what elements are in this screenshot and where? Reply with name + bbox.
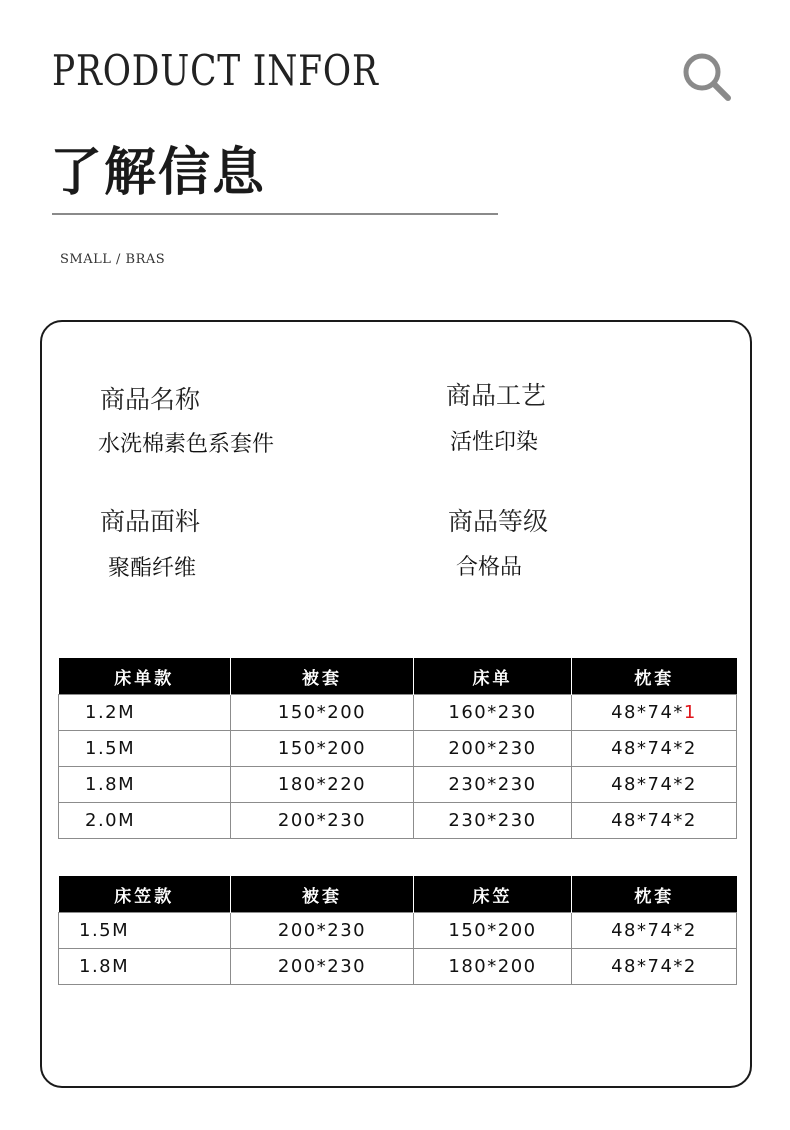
- table-cell: 200*230: [231, 949, 414, 985]
- table-cell: 200*230: [231, 803, 414, 839]
- info-label-craft: 商品工艺: [446, 381, 547, 410]
- table-cell: 1.8M: [59, 949, 231, 985]
- table-cell: 200*230: [414, 731, 572, 767]
- table-row: [59, 767, 737, 803]
- info-value-name: 水洗棉素色系套件: [98, 432, 275, 457]
- sheet-size-table: [58, 658, 737, 839]
- table-header-row: [59, 658, 737, 695]
- pillow-size: 48*74*: [611, 702, 684, 723]
- breadcrumb: SMALL / BRAS: [60, 252, 166, 267]
- table-cell: 48*74*2: [572, 949, 737, 985]
- info-label-name: 商品名称: [100, 385, 201, 414]
- table-cell: 180*220: [231, 767, 414, 803]
- table-cell: 1.5M: [59, 731, 231, 767]
- table-cell: 48*74*2: [572, 913, 737, 949]
- table-cell: 230*230: [414, 767, 572, 803]
- table-cell: 150*200: [231, 695, 414, 731]
- table-cell: 150*200: [231, 731, 414, 767]
- table-cell: 1.5M: [59, 913, 231, 949]
- table-header: 被套: [231, 658, 414, 695]
- table-row: [59, 949, 737, 985]
- info-label-grade: 商品等级: [448, 507, 549, 536]
- table-cell: 2.0M: [59, 803, 231, 839]
- table-header: 枕套: [572, 876, 737, 913]
- table-cell: 1.8M: [59, 767, 231, 803]
- table-row: [59, 803, 737, 839]
- info-value-fabric: 聚酯纤维: [108, 556, 197, 581]
- info-value-craft: 活性印染: [450, 430, 539, 455]
- table-cell: [572, 695, 737, 731]
- table-row: [59, 913, 737, 949]
- table-cell: 48*74*2: [572, 731, 737, 767]
- table-header: 床笠: [414, 876, 572, 913]
- info-value-grade: 合格品: [456, 555, 523, 580]
- table-header: 床单款: [59, 658, 231, 695]
- table-header: 床单: [414, 658, 572, 695]
- info-label-fabric: 商品面料: [100, 507, 201, 536]
- search-icon[interactable]: [680, 50, 732, 102]
- table-cell: 1.2M: [59, 695, 231, 731]
- pillow-qty-highlight: 1: [683, 702, 697, 723]
- table-cell: 150*200: [414, 913, 572, 949]
- title-divider: [52, 213, 498, 215]
- table-cell: 48*74*2: [572, 767, 737, 803]
- table-header: 被套: [231, 876, 414, 913]
- table-cell: 230*230: [414, 803, 572, 839]
- table-cell: 48*74*2: [572, 803, 737, 839]
- table-row: [59, 731, 737, 767]
- table-header-row: [59, 876, 737, 913]
- table-header: 枕套: [572, 658, 737, 695]
- page-title: 了解信息: [50, 142, 267, 203]
- table-header: 床笠款: [59, 876, 231, 913]
- table-row: [59, 695, 737, 731]
- brand-title: PRODUCT INFOR: [52, 46, 379, 95]
- table-cell: 180*200: [414, 949, 572, 985]
- table-cell: 160*230: [414, 695, 572, 731]
- fitted-size-table: [58, 876, 737, 985]
- table-cell: 200*230: [231, 913, 414, 949]
